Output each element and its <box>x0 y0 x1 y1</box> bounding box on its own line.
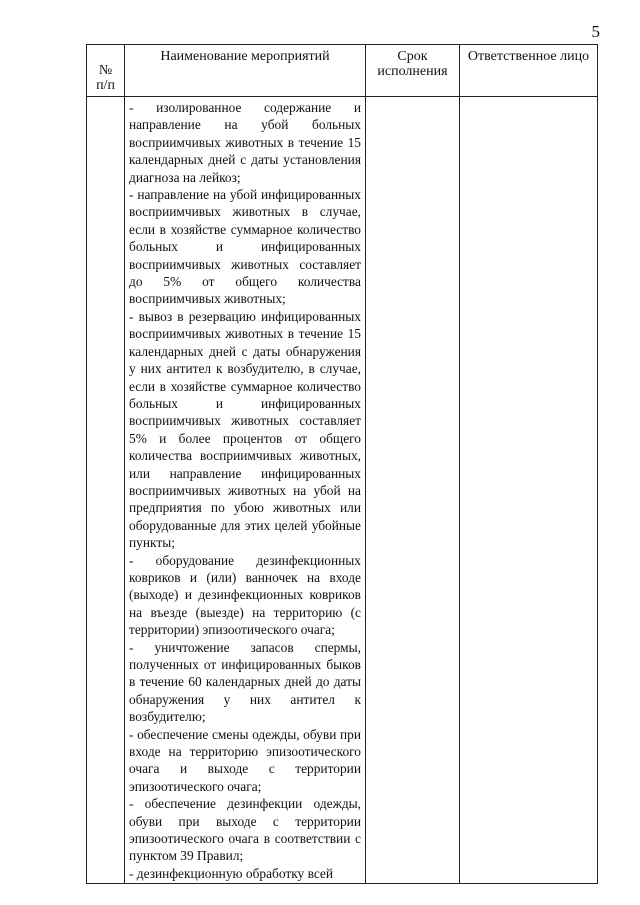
measure-item: - дезинфекционную обработку всей <box>129 865 334 881</box>
measure-item: - обеспечение дезинфекции одежды, обуви при выходе с территории эпизоотического очага в соответствии с пунктом 39 Правил; <box>129 796 361 864</box>
measure-item: - вывоз в резервацию инфицированных восприимчивых животных в течение 15 календарных дней с даты обнаружения у них антител к возбудителю, в случае, если в хозяйстве суммарное количество больных и инфицированных восприимчивых животных составляет 5% и более процентов от общего количества восприимчивых животных, или направление инфицированных восприимчивых животных на убой на предприятия по убою животных или оборудованные для этих целей убойные пункты; <box>129 308 361 551</box>
header-term-line1: Срок <box>397 49 428 64</box>
cell-responsible <box>460 97 598 884</box>
header-number-sign: № <box>98 63 113 78</box>
header-name: Наименование мероприятий <box>125 45 366 97</box>
header-term-line2: исполнения <box>377 64 448 79</box>
page-number: 5 <box>591 22 600 41</box>
header-number <box>87 45 125 97</box>
measure-item: - обеспечение смены одежды, обуви при входе на территорию эпизоотического очага и выходе с территории эпизоотического очага; <box>129 726 361 794</box>
cell-term <box>366 97 460 884</box>
header-number-pp: п/п <box>96 78 115 93</box>
table-row <box>87 97 598 884</box>
measure-item: - направление на убой инфицированных восприимчивых животных в случае, если в хозяйстве суммарное количество больных и инфицированных восприимчивых животных составляет до 5% от общего количества восприимчивых животных; <box>129 187 361 307</box>
header-responsible: Ответственное лицо <box>460 45 598 97</box>
measure-item: - изолированное содержание и направление на убой больных восприимчивых животных в течение 15 календарных дней с даты установления диагноза на лейкоз; <box>129 100 361 185</box>
header-term <box>366 45 460 97</box>
measure-item: - уничтожение запасов спермы, полученных от инфицированных быков в течение 60 календарных дней до даты обнаружения у них антител к возбудителю; <box>129 639 361 725</box>
cell-measures <box>125 97 366 884</box>
measures-table <box>86 44 598 884</box>
cell-number <box>87 97 125 884</box>
table-header-row <box>87 45 598 97</box>
measure-item: - оборудование дезинфекционных ковриков и (или) ванночек на входе (выходе) и дезинфекционных ковриков на въезде (выезде) на территорию (с территории) эпизоотического очага; <box>129 552 361 638</box>
